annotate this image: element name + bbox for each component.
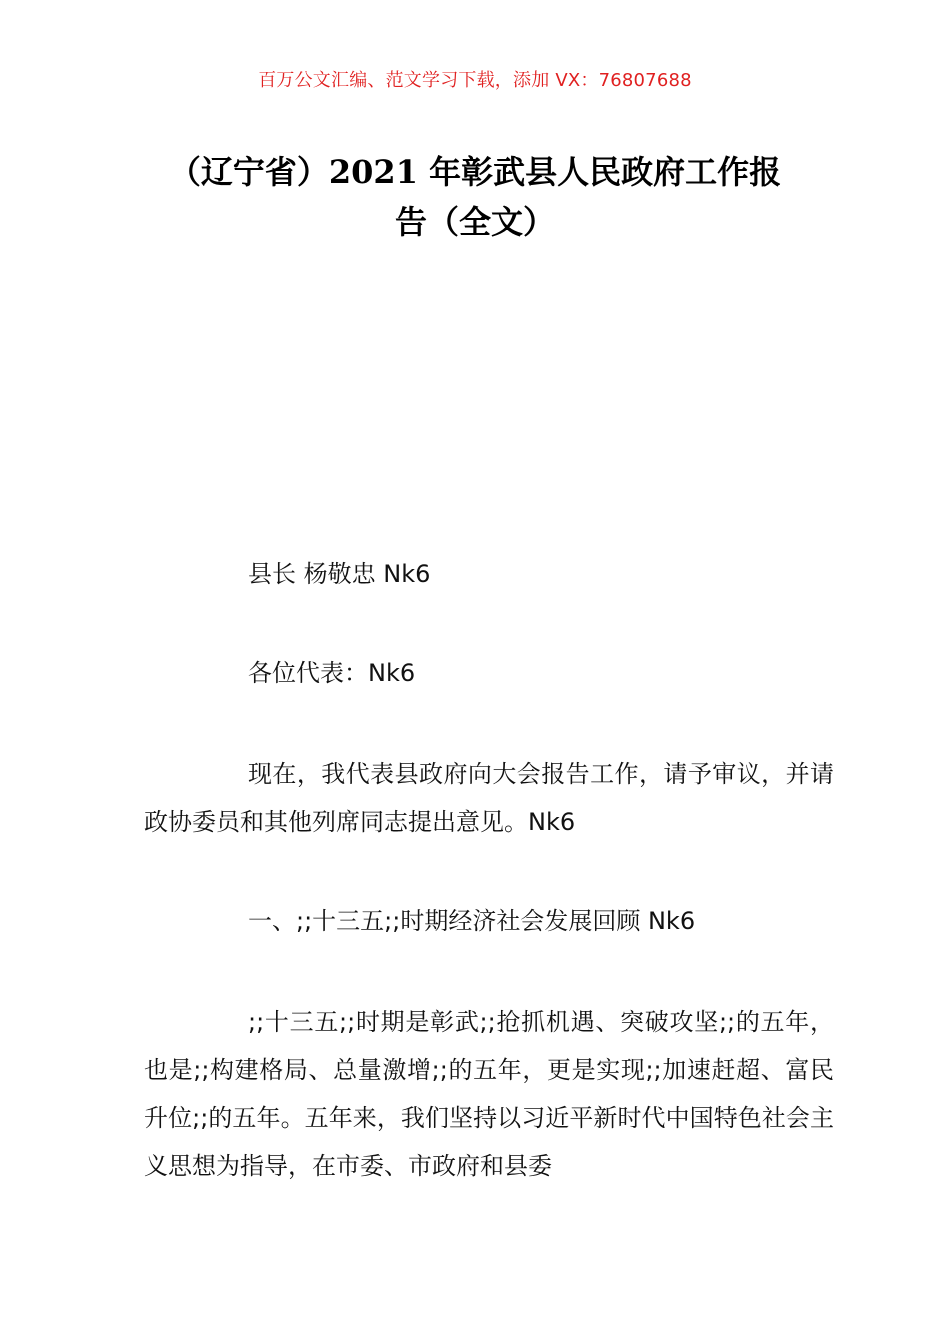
section-1-heading: 一、;;十三五;;时期经济社会发展回顾 Nk6 (248, 907, 696, 935)
document-title-line-2: 告（全文） (394, 203, 555, 241)
intro-paragraph: 现在，我代表县政府向大会报告工作，请予审议，并请政协委员和其他列席同志提出意见。Nk6 (144, 760, 834, 836)
promo-header-note: 百万公文汇编、范文学习下载，添加 VX：76807688 (258, 70, 692, 91)
mayor-byline: 县长 杨敬忠 Nk6 (248, 560, 431, 588)
greeting-paragraph: 各位代表：Nk6 (248, 659, 416, 687)
document-title-line-1: （辽宁省）2021 年彰武县人民政府工作报 (168, 153, 782, 191)
section-1-body-paragraph: ;;十三五;;时期是彰武;;抢抓机遇、突破攻坚;;的五年，也是;;构建格局、总量激增;;的五年，更是实现;;加速赶超、富民升位;;的五年。五年来，我们坚持以习近平新时代中国特色社会主义思想为指导，在市委、市政府和县委 (144, 1008, 834, 1180)
